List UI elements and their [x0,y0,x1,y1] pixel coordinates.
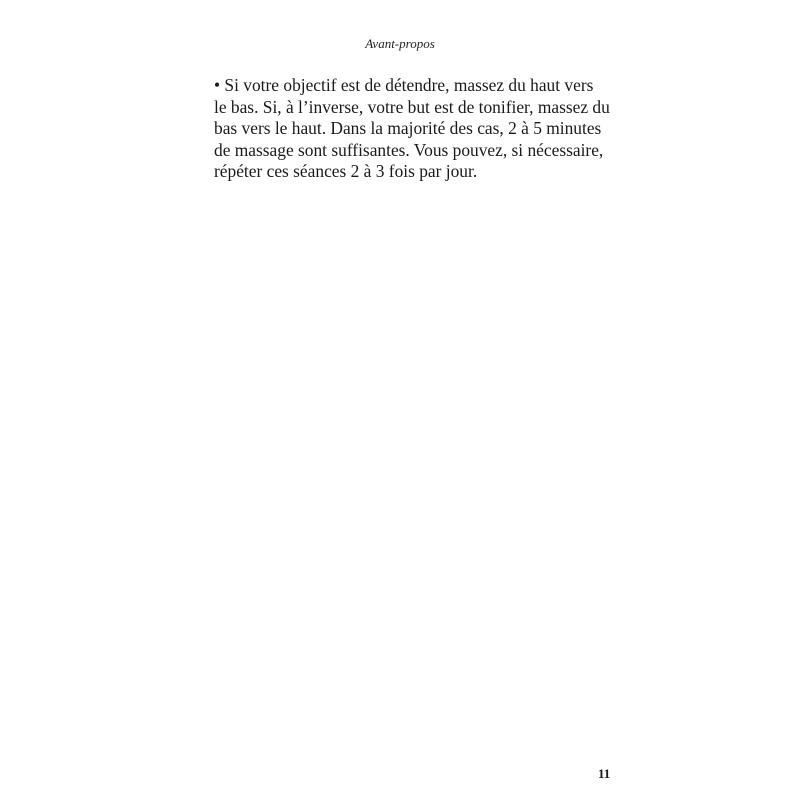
paragraph-line: • Si votre objectif est de détendre, massez du haut vers [214,75,594,95]
paragraph-line: répéter ces séances 2 à 3 fois par jour. [214,161,478,182]
paragraph-line: bas vers le haut. Dans la majorité des cas, 2 à 5 minutes [214,118,602,139]
page-number: 11 [598,766,611,781]
running-header: Avant-propos [365,36,435,51]
paragraph-line: de massage sont suffisantes. Vous pouvez, si nécessaire, [214,139,604,160]
paragraph-line: le bas. Si, à l’inverse, votre but est de tonifier, massez du [214,96,610,117]
bullet-paragraph [214,75,610,183]
